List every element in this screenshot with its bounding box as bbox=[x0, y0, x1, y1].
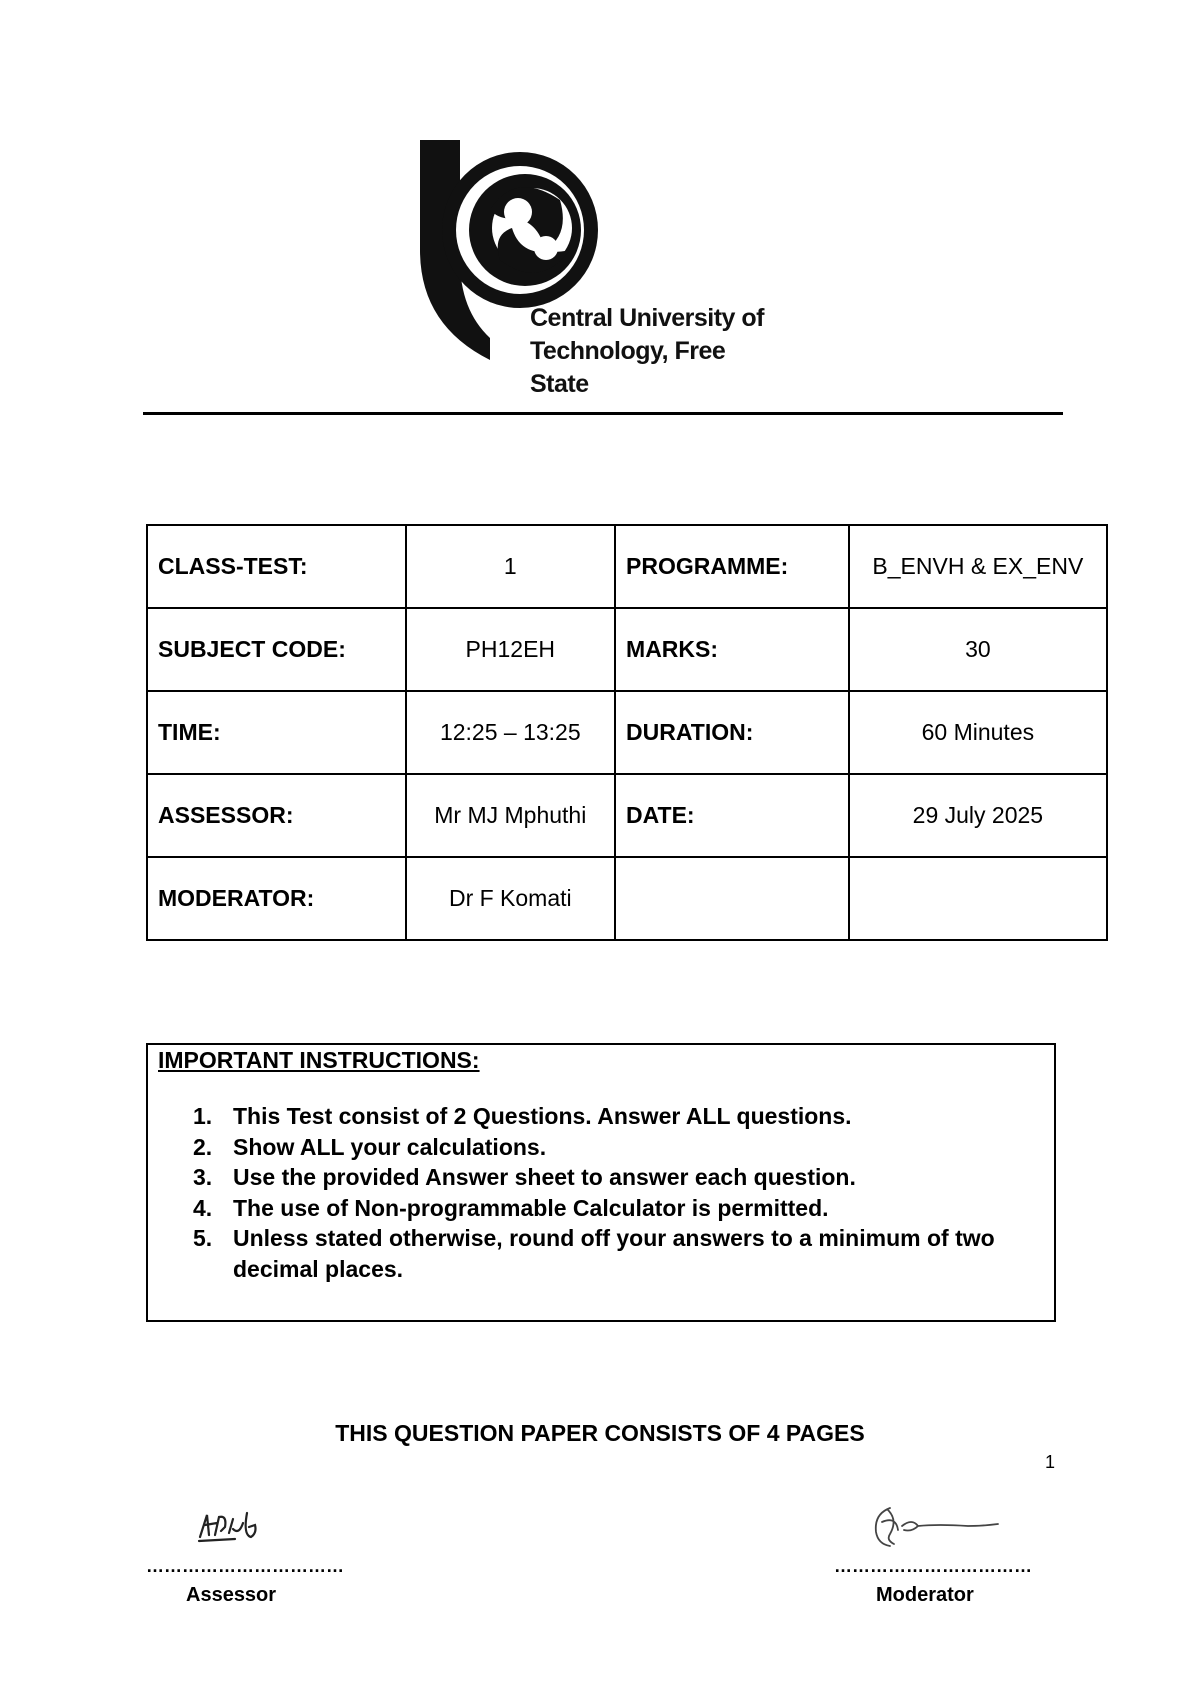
item-number: 2. bbox=[193, 1133, 213, 1160]
item-text: Show ALL your calculations. bbox=[233, 1133, 547, 1160]
duration-label: DURATION: bbox=[615, 691, 849, 774]
subject-code-label: SUBJECT CODE: bbox=[147, 608, 406, 691]
instructions-box bbox=[146, 1043, 1056, 1322]
moderator-label: MODERATOR: bbox=[147, 857, 406, 940]
instructions-title: IMPORTANT INSTRUCTIONS: bbox=[158, 1047, 480, 1073]
item-text: The use of Non-programmable Calculator is permitted. bbox=[233, 1194, 829, 1221]
date-value: 29 July 2025 bbox=[849, 774, 1107, 857]
table-row bbox=[147, 774, 1107, 857]
item-number: 3. bbox=[193, 1164, 213, 1190]
list-item bbox=[193, 1223, 1033, 1284]
instructions-list bbox=[193, 1101, 1033, 1284]
marks-value: 30 bbox=[849, 608, 1107, 691]
programme-value: B_ENVH & EX_ENV bbox=[849, 525, 1107, 608]
assessor-label: ASSESSOR: bbox=[147, 774, 406, 857]
subject-code-value: PH12EH bbox=[406, 608, 615, 691]
table-row bbox=[147, 857, 1107, 940]
university-logo bbox=[420, 140, 790, 398]
class-test-value: 1 bbox=[406, 525, 615, 608]
item-text: Use the provided Answer sheet to answer each question. bbox=[233, 1164, 856, 1190]
item-number: 1. bbox=[193, 1103, 213, 1129]
duration-value: 60 Minutes bbox=[849, 691, 1107, 774]
item-number: 5. bbox=[193, 1225, 213, 1251]
table-row bbox=[147, 691, 1107, 774]
university-name-line1: Central University of bbox=[530, 304, 765, 332]
item-number: 4. bbox=[193, 1194, 213, 1221]
assessor-value: Mr MJ Mphuthi bbox=[406, 774, 615, 857]
list-item bbox=[193, 1162, 1033, 1193]
date-label: DATE: bbox=[615, 774, 849, 857]
assessor-signature-icon bbox=[195, 1505, 270, 1550]
header-divider bbox=[143, 412, 1063, 415]
empty-cell bbox=[849, 857, 1107, 940]
list-item bbox=[193, 1132, 1033, 1163]
empty-cell bbox=[615, 857, 849, 940]
marks-label: MARKS: bbox=[615, 608, 849, 691]
list-item bbox=[193, 1101, 1033, 1132]
university-name bbox=[530, 302, 790, 401]
page-count-note: THIS QUESTION PAPER CONSISTS OF 4 PAGES bbox=[335, 1420, 865, 1446]
moderator-value: Dr F Komati bbox=[406, 857, 615, 940]
moderator-signature-icon bbox=[868, 1500, 1008, 1555]
table-row bbox=[147, 608, 1107, 691]
class-test-label: CLASS-TEST: bbox=[147, 525, 406, 608]
assessor-label: Assessor bbox=[186, 1584, 277, 1606]
assessor-signature-line: …………………………… bbox=[146, 1556, 344, 1576]
moderator-label: Moderator bbox=[876, 1584, 974, 1606]
moderator-signature-line: …………………………… bbox=[834, 1556, 1032, 1576]
programme-label: PROGRAMME: bbox=[615, 525, 849, 608]
time-value: 12:25 – 13:25 bbox=[406, 691, 615, 774]
test-info-table bbox=[146, 524, 1108, 941]
table-row bbox=[147, 525, 1107, 608]
item-text: This Test consist of 2 Questions. Answer ALL questions. bbox=[233, 1103, 852, 1129]
item-text: Unless stated otherwise, round off your answers to a minimum of two decimal places. bbox=[233, 1225, 995, 1282]
list-item bbox=[193, 1193, 1033, 1224]
university-name-line2: Technology, Free State bbox=[530, 337, 726, 398]
time-label: TIME: bbox=[147, 691, 406, 774]
page-number: 1 bbox=[1045, 1452, 1056, 1472]
